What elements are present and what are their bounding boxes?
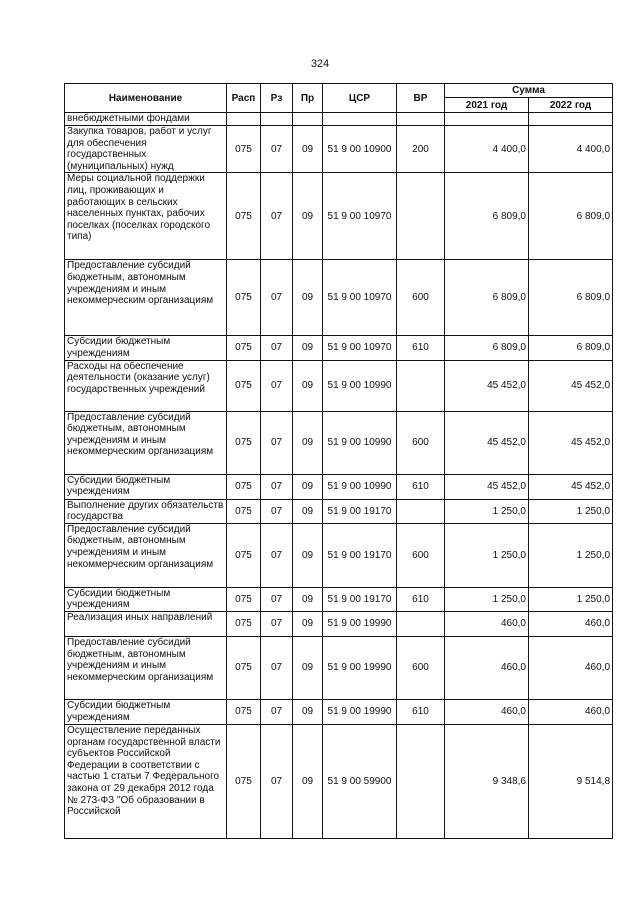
cell-sum-2022 [529,113,613,126]
cell-name: Предоставление субсидий бюджетным, автономным учреждениям и иным некоммерческим организациям [65,260,227,336]
cell-sum-2022: 1 250,0 [529,587,613,611]
cell-csr: 51 9 00 19990 [323,636,397,699]
header-2022: 2022 год [529,98,613,113]
cell-name: Закупка товаров, работ и услуг для обеспечения государственных (муниципальных) нужд [65,126,227,173]
cell-sum-2022: 4 400,0 [529,126,613,173]
cell-sum-2021: 4 400,0 [445,126,529,173]
header-rasp: Расп [227,84,261,113]
page-number: 324 [310,58,330,70]
cell-rz: 07 [261,724,293,838]
cell-rasp: 075 [227,173,261,260]
cell-name: Меры социальной поддержки лиц, проживающих и работающих в сельских населенных пунктах, рабочих поселках (поселках городского типа) [65,173,227,260]
cell-pr: 09 [293,636,323,699]
cell-name: Субсидии бюджетным учреждениям [65,474,227,499]
table-row [65,411,613,474]
cell-rz: 07 [261,474,293,499]
cell-rasp: 075 [227,411,261,474]
cell-vr: 610 [397,474,445,499]
cell-vr: 600 [397,636,445,699]
cell-sum-2021: 6 809,0 [445,260,529,336]
cell-vr [397,724,445,838]
cell-csr: 51 9 00 10970 [323,260,397,336]
cell-csr [323,113,397,126]
cell-csr: 51 9 00 19170 [323,523,397,587]
cell-pr: 09 [293,260,323,336]
cell-rasp [227,113,261,126]
cell-sum-2022: 1 250,0 [529,499,613,523]
cell-sum-2021: 45 452,0 [445,411,529,474]
cell-rz: 07 [261,360,293,411]
table-row [65,336,613,360]
cell-rz: 07 [261,523,293,587]
cell-rasp: 075 [227,699,261,724]
cell-sum-2021: 6 809,0 [445,336,529,360]
table-body [65,113,613,839]
cell-name: Субсидии бюджетным учреждениям [65,699,227,724]
cell-vr [397,173,445,260]
header-pr: Пр [293,84,323,113]
cell-sum-2021: 460,0 [445,699,529,724]
cell-name: Выполнение других обязательств государства [65,499,227,523]
cell-pr: 09 [293,724,323,838]
cell-pr: 09 [293,474,323,499]
table-row [65,724,613,838]
cell-sum-2022: 460,0 [529,611,613,636]
cell-rz: 07 [261,611,293,636]
cell-rasp: 075 [227,724,261,838]
table-row [65,173,613,260]
cell-csr: 51 9 00 10970 [323,173,397,260]
cell-name: Реализация иных направлений [65,611,227,636]
cell-rasp: 075 [227,474,261,499]
cell-vr: 610 [397,699,445,724]
cell-pr: 09 [293,499,323,523]
cell-csr: 51 9 00 10990 [323,411,397,474]
cell-rz: 07 [261,699,293,724]
cell-csr: 51 9 00 19170 [323,587,397,611]
cell-pr: 09 [293,411,323,474]
cell-rasp: 075 [227,587,261,611]
cell-rz: 07 [261,411,293,474]
cell-sum-2021: 1 250,0 [445,499,529,523]
cell-name: Предоставление субсидий бюджетным, автономным учреждениям и иным некоммерческим организациям [65,523,227,587]
cell-sum-2022: 6 809,0 [529,336,613,360]
header-csr: ЦСР [323,84,397,113]
header-rz: Рз [261,84,293,113]
cell-rasp: 075 [227,499,261,523]
cell-vr: 610 [397,336,445,360]
cell-name: Осуществление переданных органам государственной власти субъектов Российской Федерации в соответствии с частью 1 статьи 7 Федерального закона от 29 декабря 2012 года № 273-ФЗ "Об образовании в Российской [65,724,227,838]
cell-csr: 51 9 00 59900 [323,724,397,838]
table-row [65,611,613,636]
cell-csr: 51 9 00 19170 [323,499,397,523]
cell-name: Предоставление субсидий бюджетным, автономным учреждениям и иным некоммерческим организациям [65,411,227,474]
cell-csr: 51 9 00 10900 [323,126,397,173]
cell-rasp: 075 [227,336,261,360]
cell-name: Предоставление субсидий бюджетным, автономным учреждениям и иным некоммерческим организациям [65,636,227,699]
cell-rasp: 075 [227,360,261,411]
cell-pr: 09 [293,587,323,611]
cell-rz: 07 [261,260,293,336]
cell-vr [397,113,445,126]
cell-name: Субсидии бюджетным учреждениям [65,336,227,360]
cell-rasp: 075 [227,611,261,636]
cell-name: Субсидии бюджетным учреждениям [65,587,227,611]
header-name: Наименование [65,84,227,113]
cell-rz: 07 [261,499,293,523]
cell-sum-2022: 45 452,0 [529,411,613,474]
cell-pr: 09 [293,173,323,260]
table-row [65,587,613,611]
cell-csr: 51 9 00 10970 [323,336,397,360]
table-row [65,523,613,587]
cell-pr: 09 [293,360,323,411]
cell-csr: 51 9 00 10990 [323,474,397,499]
cell-sum-2021: 6 809,0 [445,173,529,260]
header-2021: 2021 год [445,98,529,113]
table-row [65,360,613,411]
table-row [65,636,613,699]
cell-sum-2021: 9 348,6 [445,724,529,838]
cell-vr: 600 [397,260,445,336]
cell-vr: 610 [397,587,445,611]
cell-sum-2022: 9 514,8 [529,724,613,838]
cell-sum-2021: 45 452,0 [445,360,529,411]
cell-sum-2022: 460,0 [529,636,613,699]
cell-vr: 200 [397,126,445,173]
cell-vr [397,499,445,523]
cell-csr: 51 9 00 19990 [323,699,397,724]
header-sum: Сумма [445,84,613,98]
cell-sum-2021: 45 452,0 [445,474,529,499]
cell-csr: 51 9 00 10990 [323,360,397,411]
cell-rasp: 075 [227,126,261,173]
cell-pr: 09 [293,336,323,360]
cell-name: Расходы на обеспечение деятельности (оказание услуг) государственных учреждений [65,360,227,411]
cell-pr: 09 [293,611,323,636]
table-row [65,113,613,126]
cell-sum-2022: 6 809,0 [529,260,613,336]
cell-vr [397,611,445,636]
table-row [65,699,613,724]
budget-table [64,83,613,839]
table-row [65,499,613,523]
cell-rz: 07 [261,173,293,260]
cell-vr: 600 [397,411,445,474]
cell-sum-2021: 460,0 [445,636,529,699]
cell-sum-2022: 1 250,0 [529,523,613,587]
cell-rz: 07 [261,336,293,360]
cell-sum-2021: 1 250,0 [445,587,529,611]
cell-rz: 07 [261,126,293,173]
cell-sum-2021: 460,0 [445,611,529,636]
table-row [65,474,613,499]
cell-pr: 09 [293,699,323,724]
cell-pr: 09 [293,523,323,587]
cell-sum-2022: 6 809,0 [529,173,613,260]
cell-pr [293,113,323,126]
cell-sum-2022: 45 452,0 [529,474,613,499]
cell-rasp: 075 [227,523,261,587]
cell-vr [397,360,445,411]
cell-pr: 09 [293,126,323,173]
cell-sum-2021: 1 250,0 [445,523,529,587]
cell-name: внебюджетными фондами [65,113,227,126]
cell-sum-2022: 45 452,0 [529,360,613,411]
header-vr: ВР [397,84,445,113]
cell-csr: 51 9 00 19990 [323,611,397,636]
cell-rz [261,113,293,126]
table-row [65,260,613,336]
cell-rz: 07 [261,636,293,699]
table-row [65,126,613,173]
cell-rz: 07 [261,587,293,611]
cell-sum-2021 [445,113,529,126]
cell-sum-2022: 460,0 [529,699,613,724]
cell-rasp: 075 [227,636,261,699]
cell-rasp: 075 [227,260,261,336]
cell-vr: 600 [397,523,445,587]
